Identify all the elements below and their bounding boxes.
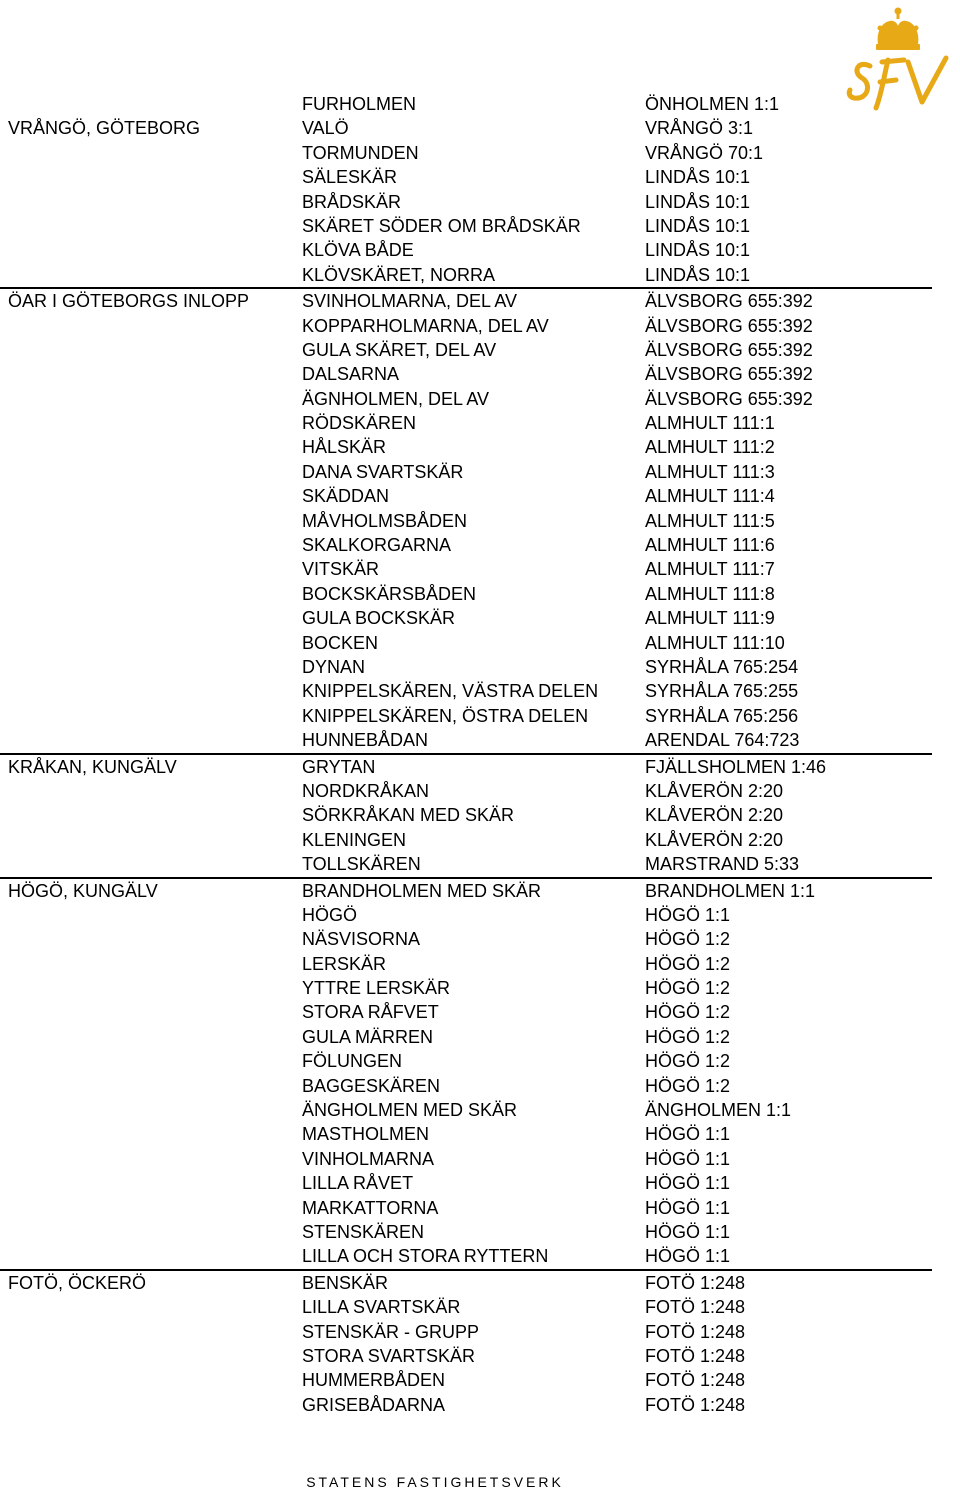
island-name: HÅLSKÄR: [302, 437, 387, 458]
property-designation: LINDÅS 10:1: [645, 167, 751, 188]
property-designation: ALMHULT 111:5: [645, 510, 775, 531]
table-row: [0, 655, 932, 679]
table-row: [0, 828, 932, 852]
table-row: [0, 1000, 932, 1024]
region-group: [0, 92, 932, 289]
table-row: [0, 484, 932, 508]
property-designation: ÄLVSBORG 655:392: [645, 339, 813, 360]
property-designation: HÖGÖ 1:1: [645, 1221, 731, 1242]
island-name: KLENINGEN: [302, 829, 407, 850]
table-row: [0, 557, 932, 581]
property-table: [0, 92, 932, 1417]
property-designation: HÖGÖ 1:2: [645, 1026, 731, 1047]
property-designation: SYRHÅLA 765:254: [645, 656, 799, 677]
table-row: [0, 679, 932, 703]
island-name: DYNAN: [302, 656, 366, 677]
island-name: NÄSVISORNA: [302, 929, 421, 950]
table-row: [0, 1220, 932, 1244]
table-row: [0, 1295, 932, 1319]
property-designation: HÖGÖ 1:1: [645, 1124, 731, 1145]
table-row: [0, 852, 932, 876]
island-name: BOCKEN: [302, 632, 379, 653]
table-row: [0, 1271, 932, 1295]
island-name: SÖRKRÅKAN MED SKÄR: [302, 805, 515, 826]
property-designation: FOTÖ 1:248: [645, 1297, 746, 1318]
island-name: BAGGESKÄREN: [302, 1075, 441, 1096]
property-designation: LINDÅS 10:1: [645, 240, 751, 261]
property-designation: ÄLVSBORG 655:392: [645, 291, 813, 312]
property-designation: ÄNGHOLMEN 1:1: [645, 1100, 792, 1121]
property-designation: FOTÖ 1:248: [645, 1345, 746, 1366]
island-name: BENSKÄR: [302, 1272, 389, 1293]
table-row: [0, 803, 932, 827]
table-row: [0, 190, 932, 214]
island-name: STORA SVARTSKÄR: [302, 1345, 476, 1366]
table-row: [0, 116, 932, 140]
property-designation: HÖGÖ 1:2: [645, 929, 731, 950]
property-designation: ALMHULT 111:4: [645, 486, 775, 507]
region-label: KRÅKAN, KUNGÄLV: [8, 756, 177, 777]
island-name: HUNNEBÅDAN: [302, 730, 429, 751]
region-group: [0, 879, 932, 1271]
table-row: [0, 927, 932, 951]
island-name: MARKATTORNA: [302, 1197, 439, 1218]
island-name: SKÄDDAN: [302, 486, 390, 507]
table-row: [0, 1098, 932, 1122]
island-name: ÄGNHOLMEN, DEL AV: [302, 388, 490, 409]
table-row: [0, 1122, 932, 1146]
property-designation: FOTÖ 1:248: [645, 1370, 746, 1391]
table-row: [0, 387, 932, 411]
island-name: YTTRE LERSKÄR: [302, 978, 451, 999]
property-designation: HÖGÖ 1:1: [645, 904, 731, 925]
table-row: [0, 1320, 932, 1344]
island-name: VALÖ: [302, 118, 349, 139]
property-designation: HÖGÖ 1:2: [645, 953, 731, 974]
island-name: LILLA OCH STORA RYTTERN: [302, 1246, 549, 1267]
property-designation: ALMHULT 111:6: [645, 535, 775, 556]
island-name: VITSKÄR: [302, 559, 380, 580]
table-row: [0, 1147, 932, 1171]
property-designation: KLÅVERÖN 2:20: [645, 829, 784, 850]
island-name: GULA BOCKSKÄR: [302, 608, 456, 629]
property-designation: HÖGÖ 1:1: [645, 1173, 731, 1194]
table-row: [0, 141, 932, 165]
island-name: LILLA SVARTSKÄR: [302, 1297, 461, 1318]
table-row: [0, 976, 932, 1000]
property-designation: ÄLVSBORG 655:392: [645, 388, 813, 409]
property-designation: ALMHULT 111:8: [645, 583, 775, 604]
table-row: [0, 582, 932, 606]
property-designation: FOTÖ 1:248: [645, 1272, 746, 1293]
property-designation: KLÅVERÖN 2:20: [645, 780, 784, 801]
property-designation: HÖGÖ 1:2: [645, 1002, 731, 1023]
property-designation: FOTÖ 1:248: [645, 1394, 746, 1415]
footer-agency-name: STATENS FASTIGHETSVERK: [306, 1474, 564, 1490]
island-name: SKÄRET SÖDER OM BRÅDSKÄR: [302, 215, 581, 236]
table-row: [0, 362, 932, 386]
table-row: [0, 238, 932, 262]
table-row: [0, 263, 932, 287]
island-name: BRÅDSKÄR: [302, 191, 402, 212]
island-name: ÄNGHOLMEN MED SKÄR: [302, 1100, 518, 1121]
island-name: VINHOLMARNA: [302, 1148, 435, 1169]
property-designation: HÖGÖ 1:1: [645, 1197, 731, 1218]
property-designation: ÄLVSBORG 655:392: [645, 364, 813, 385]
table-row: [0, 1196, 932, 1220]
island-name: LILLA RÅVET: [302, 1173, 414, 1194]
island-name: KLÖVSKÄRET, NORRA: [302, 264, 496, 285]
property-designation: HÖGÖ 1:1: [645, 1246, 731, 1267]
region-group: [0, 1271, 932, 1417]
island-name: FURHOLMEN: [302, 94, 417, 114]
island-name: MÅVHOLMSBÅDEN: [302, 510, 468, 531]
island-name: KOPPARHOLMARNA, DEL AV: [302, 315, 549, 336]
island-name: KNIPPELSKÄREN, VÄSTRA DELEN: [302, 681, 599, 702]
region-group: [0, 289, 932, 754]
property-designation: BRANDHOLMEN 1:1: [645, 880, 816, 901]
island-name: SVINHOLMARNA, DEL AV: [302, 291, 518, 312]
property-designation: VRÅNGÖ 70:1: [645, 142, 764, 163]
property-designation: ALMHULT 111:3: [645, 461, 775, 482]
island-name: BRANDHOLMEN MED SKÄR: [302, 880, 542, 901]
island-name: HÖGÖ: [302, 904, 358, 925]
island-name: FÖLUNGEN: [302, 1051, 403, 1072]
island-name: HUMMERBÅDEN: [302, 1370, 446, 1391]
property-designation: KLÅVERÖN 2:20: [645, 805, 784, 826]
table-row: [0, 1344, 932, 1368]
island-name: STORA RÅFVET: [302, 1002, 439, 1023]
property-designation: VRÅNGÖ 3:1: [645, 118, 754, 139]
island-name: TORMUNDEN: [302, 142, 419, 163]
island-name: GULA SKÄRET, DEL AV: [302, 339, 497, 360]
table-row: [0, 314, 932, 338]
property-designation: FOTÖ 1:248: [645, 1321, 746, 1342]
table-row: [0, 755, 932, 779]
table-row: [0, 1393, 932, 1417]
table-row: [0, 704, 932, 728]
property-designation: SYRHÅLA 765:255: [645, 681, 799, 702]
property-designation: ARENDAL 764:723: [645, 730, 800, 751]
property-designation: FJÄLLSHOLMEN 1:46: [645, 756, 827, 777]
table-row: [0, 92, 932, 116]
property-designation: HÖGÖ 1:1: [645, 1148, 731, 1169]
table-row: [0, 879, 932, 903]
table-row: [0, 631, 932, 655]
property-designation: SYRHÅLA 765:256: [645, 705, 799, 726]
table-row: [0, 509, 932, 533]
table-row: [0, 338, 932, 362]
region-label: FOTÖ, ÖCKERÖ: [8, 1272, 147, 1293]
island-name: DANA SVARTSKÄR: [302, 461, 464, 482]
island-name: LERSKÄR: [302, 953, 387, 974]
island-name: DALSARNA: [302, 364, 400, 385]
island-name: RÖDSKÄREN: [302, 413, 417, 434]
region-group: [0, 755, 932, 879]
table-row: [0, 289, 932, 313]
table-row: [0, 1049, 932, 1073]
island-name: STENSKÄR - GRUPP: [302, 1321, 480, 1342]
table-row: [0, 435, 932, 459]
region-label: HÖGÖ, KUNGÄLV: [8, 880, 158, 901]
table-row: [0, 728, 932, 752]
table-row: [0, 165, 932, 189]
table-row: [0, 952, 932, 976]
property-designation: MARSTRAND 5:33: [645, 854, 800, 875]
table-row: [0, 533, 932, 557]
region-label: VRÅNGÖ, GÖTEBORG: [8, 118, 201, 139]
table-row: [0, 1368, 932, 1392]
island-name: STENSKÄREN: [302, 1221, 425, 1242]
property-designation: ALMHULT 111:1: [645, 413, 775, 434]
island-name: GRISEBÅDARNA: [302, 1394, 446, 1415]
island-name: GULA MÄRREN: [302, 1026, 434, 1047]
island-name: KLÖVA BÅDE: [302, 240, 414, 261]
property-designation: ÖNHOLMEN 1:1: [645, 94, 780, 114]
property-designation: HÖGÖ 1:2: [645, 1075, 731, 1096]
table-row: [0, 1025, 932, 1049]
table-row: [0, 606, 932, 630]
property-designation: ALMHULT 111:9: [645, 608, 775, 629]
table-row: [0, 1171, 932, 1195]
property-designation: ALMHULT 111:7: [645, 559, 775, 580]
property-designation: ALMHULT 111:10: [645, 632, 785, 653]
table-row: [0, 1244, 932, 1268]
table-row: [0, 779, 932, 803]
table-row: [0, 1074, 932, 1098]
island-name: TOLLSKÄREN: [302, 854, 421, 875]
island-name: MASTHOLMEN: [302, 1124, 430, 1145]
table-row: [0, 214, 932, 238]
table-row: [0, 411, 932, 435]
island-name: BOCKSKÄRSBÅDEN: [302, 583, 477, 604]
island-name: GRYTAN: [302, 756, 376, 777]
region-label: ÖAR I GÖTEBORGS INLOPP: [8, 291, 250, 312]
property-designation: HÖGÖ 1:2: [645, 1051, 731, 1072]
table-row: [0, 460, 932, 484]
island-name: KNIPPELSKÄREN, ÖSTRA DELEN: [302, 705, 589, 726]
property-designation: LINDÅS 10:1: [645, 264, 751, 285]
island-name: SÄLESKÄR: [302, 167, 398, 188]
table-row: [0, 903, 932, 927]
property-designation: LINDÅS 10:1: [645, 215, 751, 236]
island-name: NORDKRÅKAN: [302, 780, 430, 801]
property-designation: ÄLVSBORG 655:392: [645, 315, 813, 336]
island-name: SKALKORGARNA: [302, 535, 452, 556]
crown-icon: [876, 8, 920, 51]
property-designation: ALMHULT 111:2: [645, 437, 775, 458]
property-designation: HÖGÖ 1:2: [645, 978, 731, 999]
property-designation: LINDÅS 10:1: [645, 191, 751, 212]
